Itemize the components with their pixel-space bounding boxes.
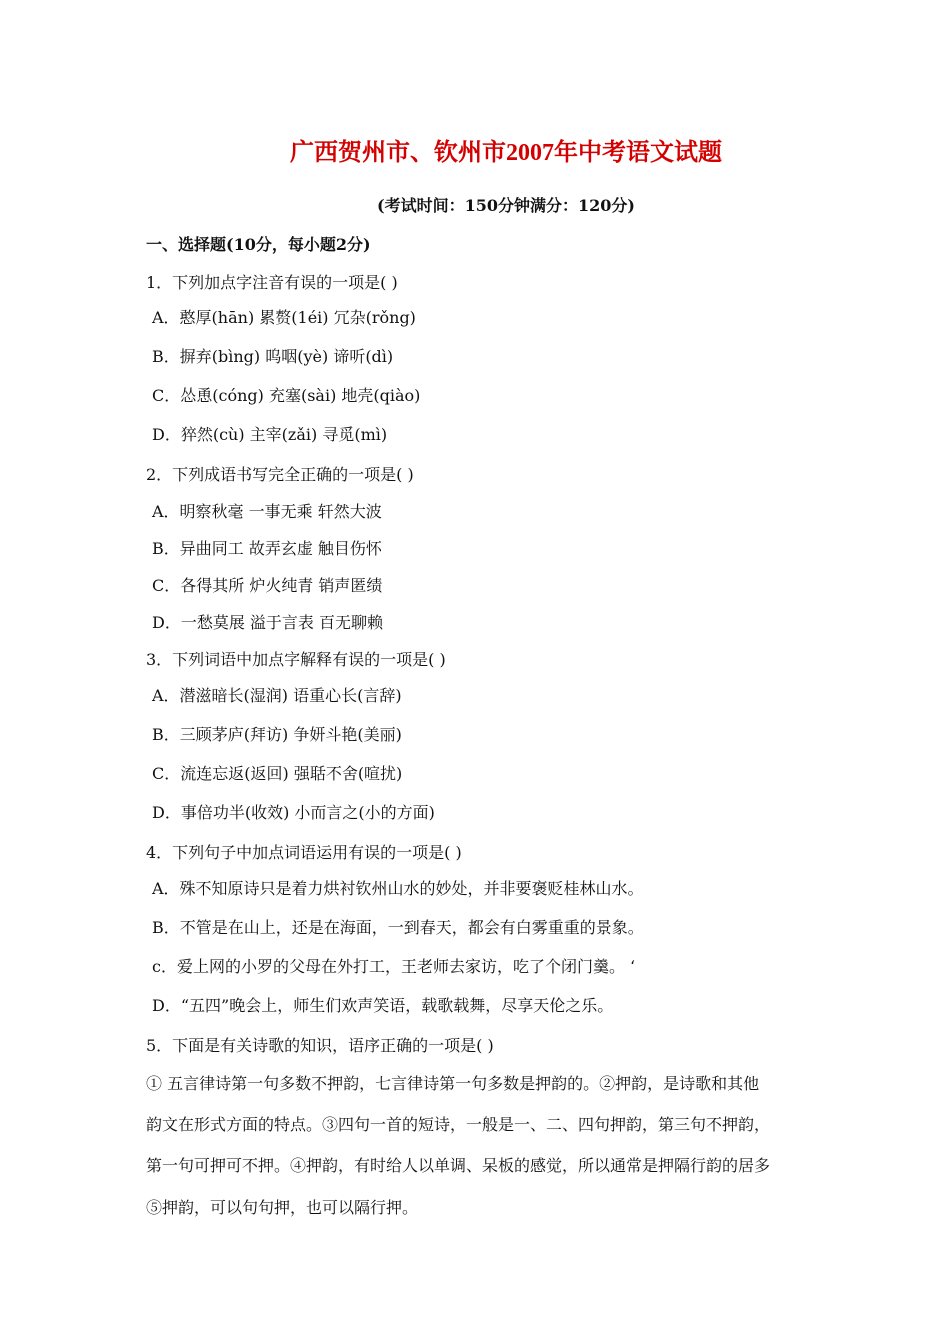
question-4-stem: 4．下列句子中加点词语运用有误的一项是( ) bbox=[146, 843, 462, 862]
question-2-option-a: A．明察秋毫 一事无乘 轩然大波 bbox=[152, 502, 382, 521]
question-5-passage-line: 韵文在形式方面的特点。③四句一首的短诗，一般是一、二、四句押韵，第三句不押韵， bbox=[146, 1115, 771, 1134]
exam-info: (考试时间：150分钟满分：120分) bbox=[377, 196, 635, 215]
question-3-option-b: B．三顾茅庐(拜访) 争妍斗艳(美丽) bbox=[152, 725, 402, 744]
question-1-option-d: D．猝然(cù) 主宰(zǎi) 寻觅(mì) bbox=[152, 425, 388, 444]
question-4-option-d: D．“五四”晚会上，师生们欢声笑语，载歌载舞，尽享天伦之乐。 bbox=[152, 996, 614, 1015]
document-title: 广西贺州市、钦州市2007年中考语文试题 bbox=[290, 140, 722, 166]
question-5-passage-line: ⑤押韵，可以句句押，也可以隔行押。 bbox=[146, 1198, 419, 1217]
question-1-option-a: A．憨厚(hān) 累赘(1éi) 冗杂(rǒng) bbox=[152, 308, 416, 327]
question-2-option-c: C．各得其所 炉火纯青 销声匿绩 bbox=[152, 576, 383, 595]
question-1-option-c: C．怂恿(cóng) 充塞(sài) 地壳(qiào) bbox=[152, 386, 421, 405]
question-2-option-b: B．异曲同工 故弄玄虚 触目伤怀 bbox=[152, 539, 382, 558]
question-3-option-a: A．潜滋暗长(湿润) 语重心长(言辞) bbox=[152, 686, 402, 705]
question-2-option-d: D．一愁莫展 溢于言表 百无聊赖 bbox=[152, 613, 384, 632]
question-4-option-a: A．殊不知原诗只是着力烘衬钦州山水的妙处，并非要褒贬桂林山水。 bbox=[152, 879, 644, 898]
question-3-option-d: D．事倍功半(收效) 小而言之(小的方面) bbox=[152, 803, 435, 822]
question-5-stem: 5．下面是有关诗歌的知识，语序正确的一项是( ) bbox=[146, 1036, 494, 1055]
question-5-passage-line: 第一句可押可不押。④押韵，有时给人以单调、呆板的感觉，所以通常是押隔行韵的居多 bbox=[146, 1156, 771, 1175]
question-3-stem: 3．下列词语中加点字解释有误的一项是( ) bbox=[146, 650, 446, 669]
question-4-option-c: c．爱上网的小罗的父母在外打工，王老师去家访，吃了个闭门羹。 ‘ bbox=[152, 957, 636, 976]
question-1-stem: 1．下列加点字注音有误的一项是( ) bbox=[146, 273, 398, 292]
section-heading: 一、选择题(10分，每小题2分) bbox=[146, 235, 371, 254]
question-3-option-c: C．流连忘返(返回) 强聒不舍(喧扰) bbox=[152, 764, 403, 783]
question-4-option-b: B．不管是在山上，还是在海面，一到春天，都会有白雾重重的景象。 bbox=[152, 918, 644, 937]
question-5-passage-line: ① 五言律诗第一句多数不押韵，七言律诗第一句多数是押韵的。②押韵，是诗歌和其他 bbox=[146, 1074, 760, 1093]
question-2-stem: 2．下列成语书写完全正确的一项是( ) bbox=[146, 465, 414, 484]
question-1-option-b: B．摒弃(bìng) 呜咽(yè) 谛听(dì) bbox=[152, 347, 394, 366]
